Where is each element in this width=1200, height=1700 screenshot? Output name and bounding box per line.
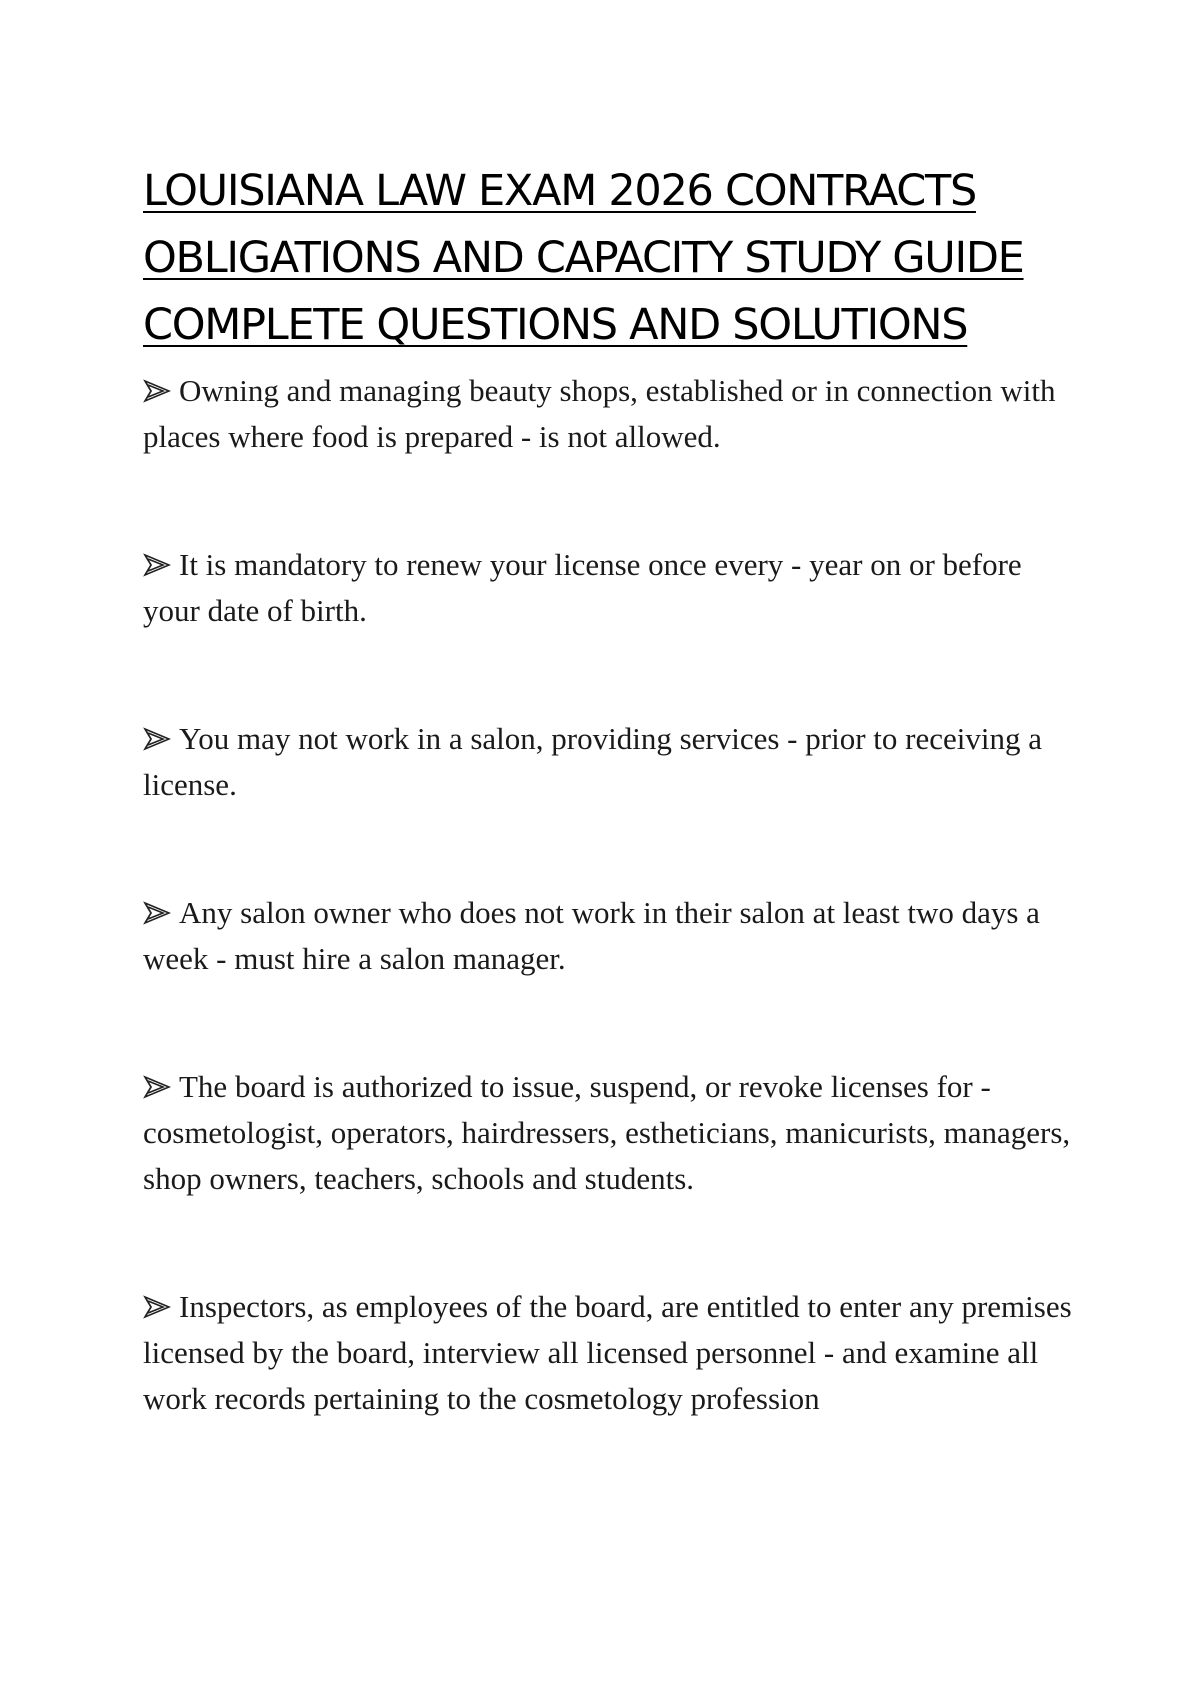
document-title: LOUISIANA LAW EXAM 2026 CONTRACTS OBLIGATIONS AND CAPACITY STUDY GUIDE COMPLETE QUESTIONS AND SOLUTIONS [143, 166, 1024, 350]
study-guide-list [143, 368, 1073, 1422]
arrowhead-bullet-icon [143, 1295, 171, 1319]
list-item-text: It is mandatory to renew your license once every - year on or before your date of birth. [143, 547, 1022, 628]
arrowhead-bullet-icon [143, 379, 171, 403]
list-item-text: The board is authorized to issue, suspend, or revoke licenses for - cosmetologist, operators, hairdressers, estheticians, manicurists, managers, shop owners, teachers, schools and students. [143, 1069, 1071, 1196]
list-item [143, 1064, 1073, 1202]
list-item-text: You may not work in a salon, providing services - prior to receiving a license. [143, 721, 1042, 802]
list-item-text: Owning and managing beauty shops, established or in connection with places where food is prepared - is not allowed. [143, 373, 1056, 454]
arrowhead-bullet-icon [143, 553, 171, 577]
arrowhead-bullet-icon [143, 727, 171, 751]
list-item-text: Inspectors, as employees of the board, are entitled to enter any premises licensed by the board, interview all licensed personnel - and examine all work records pertaining to the cosmetology profession [143, 1289, 1072, 1416]
list-item [143, 368, 1073, 460]
arrowhead-bullet-icon [143, 901, 171, 925]
list-item [143, 890, 1073, 982]
list-item [143, 542, 1073, 634]
list-item [143, 1284, 1073, 1422]
arrowhead-bullet-icon [143, 1075, 171, 1099]
list-item-text: Any salon owner who does not work in their salon at least two days a week - must hire a salon manager. [143, 895, 1040, 976]
list-item [143, 716, 1073, 808]
